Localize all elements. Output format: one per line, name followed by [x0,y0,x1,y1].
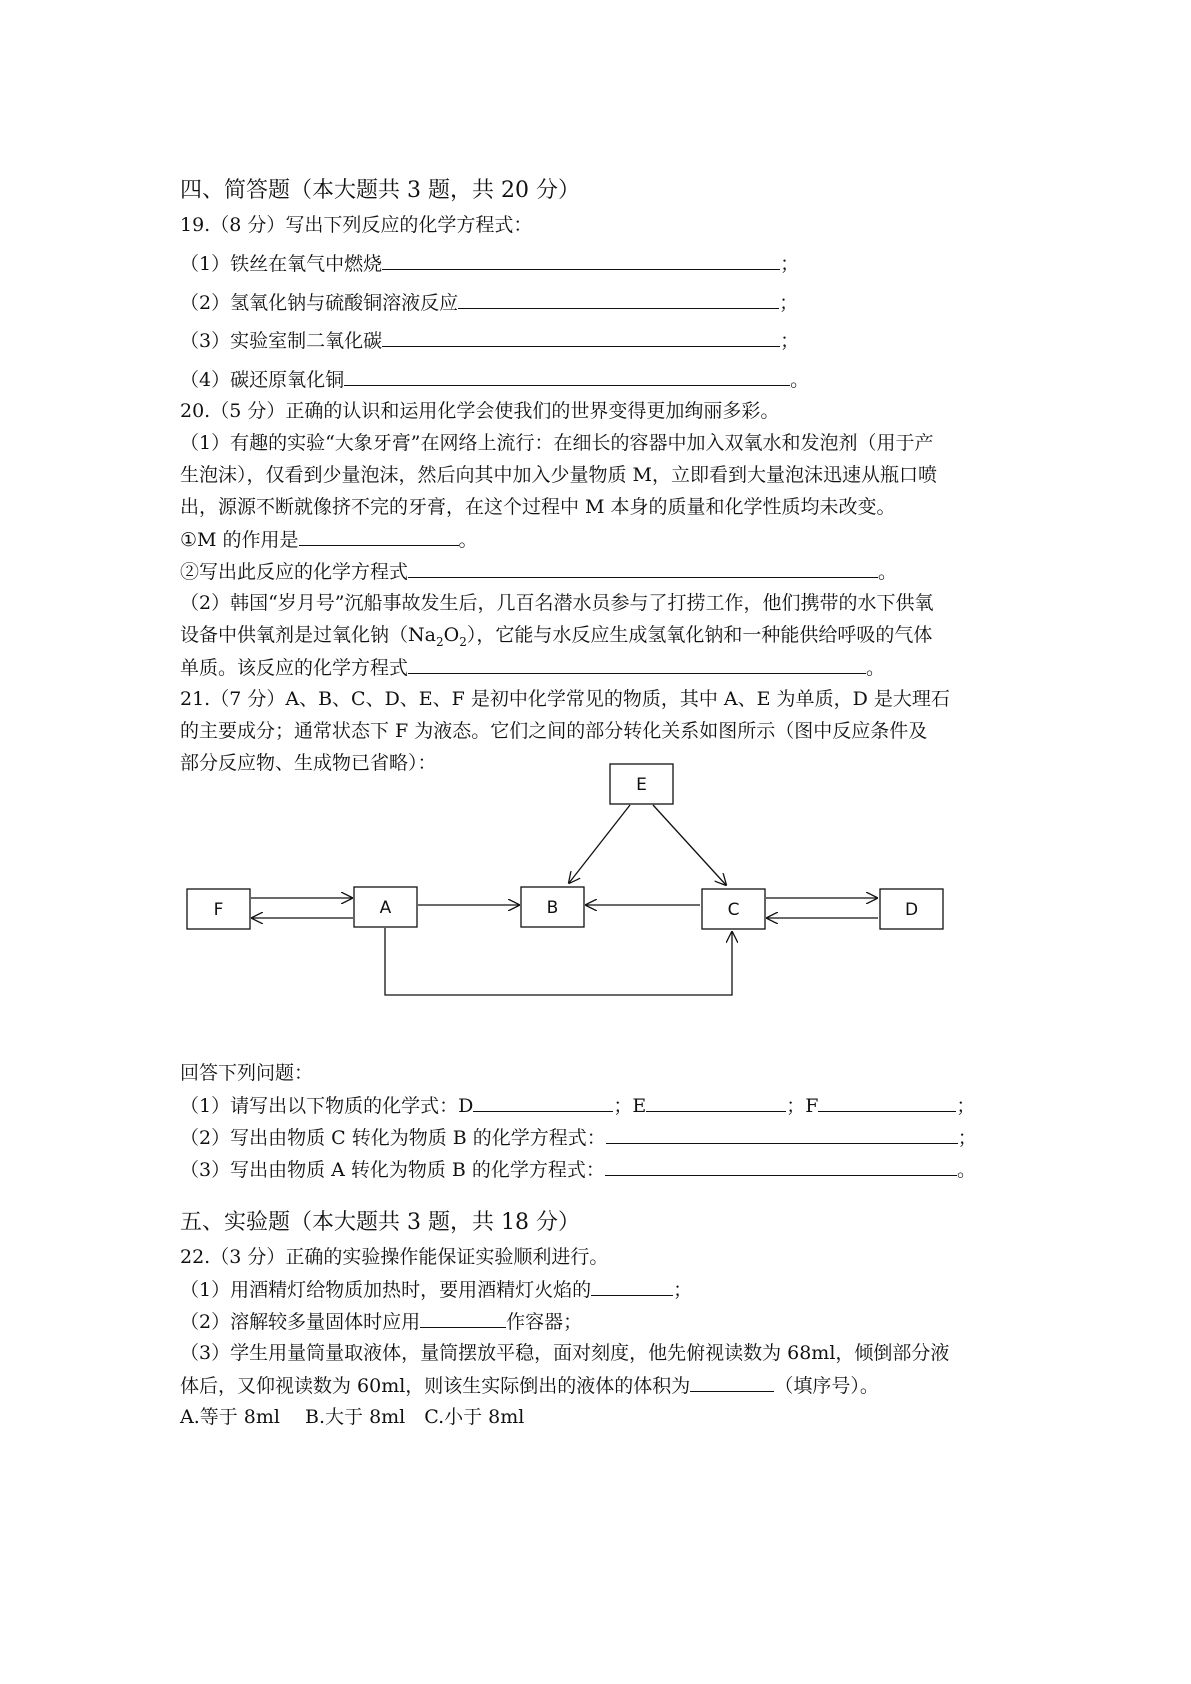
section5-heading: 五、实验题（本大题共 3 题，共 18 分） [180,1210,580,1235]
node-d-label: D [904,900,919,920]
q19-stem: 19.（8 分）写出下列反应的化学方程式： [180,214,533,236]
q20-sub1: ①M 的作用是 。 [180,526,478,553]
answer-blank[interactable] [818,1092,956,1112]
arrow-e-to-c [653,805,726,885]
node-e-label: E [636,775,647,795]
q20-para1-line1: （1）有趣的实验“大象牙膏”在网络上流行：在细长的容器中加入双氧水和发泡剂（用于产 [180,432,934,454]
arrow-e-to-b [569,805,630,883]
q22-stem: 22.（3 分）正确的实验操作能保证实验顺利进行。 [180,1246,609,1268]
q22-item-3-line2: 体后，又仰视读数为 60ml，则该生实际倒出的液体的体积为 （填序号）。 [180,1372,879,1399]
node-b-label: B [546,898,559,918]
answer-blank[interactable] [606,1124,958,1144]
q21-stem-line1: 21.（7 分）A、B、C、D、E、F 是初中化学常见的物质，其中 A、E 为单质，D 是大理石 [180,688,950,710]
q19-item-2: （2）氢氧化钠与硫酸铜溶液反应 ； [180,289,798,316]
q22-item-3-line1: （3）学生用量筒量取液体，量筒摆放平稳，面对刻度，他先俯视读数为 68ml，倾倒部分液 [180,1342,950,1364]
q20-para2-line3: 单质。该反应的化学方程式 。 [180,654,885,681]
q20-para2-line1: （2）韩国“岁月号”沉船事故发生后，几百名潜水员参与了打捞工作，他们携带的水下供氧 [180,592,934,614]
q22-options: A.等于 8ml B.大于 8ml C.小于 8ml [180,1406,525,1428]
q20-para2-line2: 设备中供氧剂是过氧化钠$(Na_2O_2)$，它能与水反应生成氢氧化钠和一种能供给呼吸的气体 [180,624,933,649]
section4-heading: 四、简答题（本大题共 3 题，共 20 分） [180,178,580,203]
q21-stem-line3: 部分反应物、生成物已省略）： [180,752,437,774]
q21-answer-intro: 回答下列问题： [180,1062,314,1084]
node-a-label: A [379,898,392,918]
answer-blank[interactable] [420,1308,506,1328]
q22-item-1: （1）用酒精灯给物质加热时，要用酒精灯火焰的 ； [180,1276,692,1303]
answer-blank[interactable] [690,1372,774,1392]
q21-stem-line2: 的主要成分；通常状态下 F 为液态。它们之间的部分转化关系如图所示（图中反应条件及 [180,720,928,742]
q20-para1-line3: 出，源源不断就像挤不完的牙膏，在这个过程中 M 本身的质量和化学性质均未改变。 [180,496,896,518]
q19-item-3: （3）实验室制二氧化碳 ； [180,327,799,354]
q21-answer-2: （2）写出由物质 C 转化为物质 B 的化学方程式： ； [180,1124,977,1151]
q20-stem: 20.（5 分）正确的认识和运用化学会使我们的世界变得更加绚丽多彩。 [180,400,780,422]
q20-para1-line2: 生泡沫），仅看到少量泡沫，然后向其中加入少量物质 M，立即看到大量泡沫迅速从瓶口喷 [180,464,937,486]
q19-item-4: （4）碳还原氧化铜 。 [180,366,809,393]
answer-blank[interactable] [473,1092,613,1112]
q21-answer-1: （1）请写出以下物质的化学式：D ；E ；F ； [180,1092,975,1119]
q20-sub2: ②写出此反应的化学方程式 。 [180,558,897,585]
q21-answer-3: （3）写出由物质 A 转化为物质 B 的化学方程式： 。 [180,1156,976,1183]
q22-item-2: （2）溶解较多量固体时应用 作容器； [180,1308,582,1335]
node-c-label: C [727,900,740,920]
answer-blank[interactable] [646,1092,786,1112]
q19-item-1: （1）铁丝在氧气中燃烧 ； [180,250,799,277]
answer-blank[interactable] [605,1156,957,1176]
answer-blank[interactable] [591,1276,673,1296]
arrow-a-to-c [385,928,732,995]
node-f-label: F [213,900,224,920]
